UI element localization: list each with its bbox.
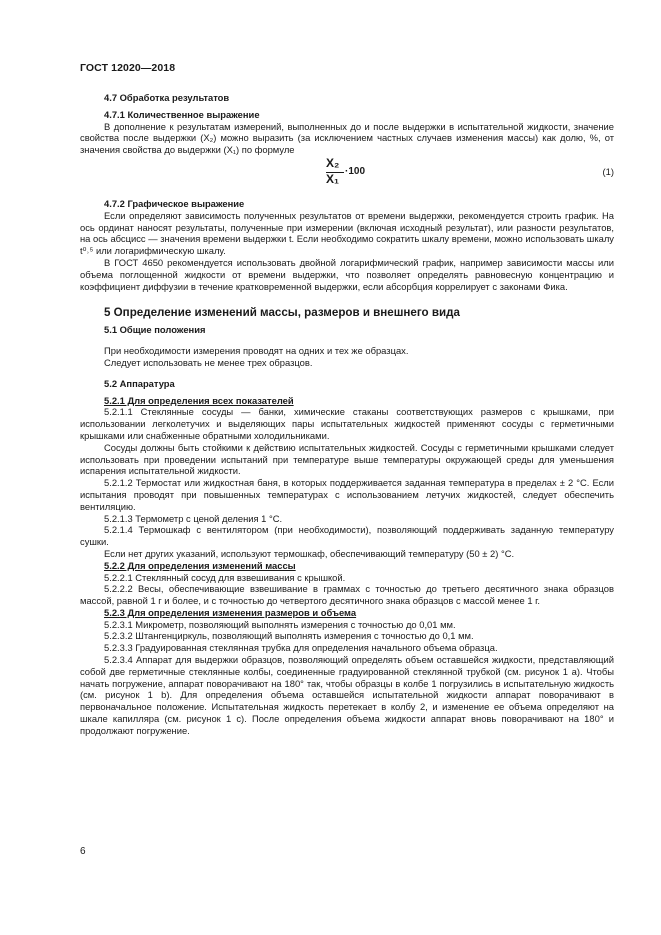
section-5-1-title: 5.1 Общие положения (104, 324, 206, 336)
paragraph-4-7-1: В дополнение к результатам измерений, выполненных до и после выдержки в испытательной жидкости, значение свойства после выдержки (X₂) можно выразить (за исключением частных случаев изменения массы) как долю, %, от значения свойства до выдержки (X₁) по формуле (80, 120, 614, 156)
item-5-2-1-1: 5.2.1.1 Стеклянные сосуды — банки, химические стаканы соответствующих размеров с крышками, при использовании легколетучих и выделяющих пары испытательных жидкостей применяют сосуды с герметичными крышками или снабженные обратными холодильниками. (80, 406, 614, 441)
item-5-2-1-2: 5.2.1.2 Термостат или жидкостная баня, в которых поддерживается заданная температура в пределах ± 2 °C. Если испытания проводят при повышенных температурах с использованием летучих жидкостей, следует обеспечить вентиляцию. (80, 477, 614, 512)
item-5-2-1-1-cont: Сосуды должны быть стойкими к действию испытательных жидкостей. Сосуды с герметичными крышками следует использовать при проведении испытаний при температуре выше температуры окружающей среды для уменьшения испарения испытательной жидкости. (80, 441, 614, 477)
section-5-2-title: 5.2 Аппаратура (104, 377, 175, 389)
section-5-2-2-title: 5.2.2 Для определения изменений массы (104, 559, 296, 571)
section-4-7-1-title: 4.7.1 Количественное выражение (104, 108, 260, 120)
section-4-7-2-title: 4.7.2 Графическое выражение (104, 197, 245, 209)
item-5-2-3-2: 5.2.3.2 Штангенциркуль, позволяющий выполнять измерения с точностью до 0,1 мм. (104, 630, 474, 642)
formula-fraction (326, 155, 366, 192)
section-5-2-3-title: 5.2.3 Для определения изменения размеров и объема (104, 606, 357, 618)
formula-multiplier: ·100 (345, 165, 366, 177)
item-5-2-3-4: 5.2.3.4 Аппарат для выдержки образцов, позволяющий определять объем оставшейся жидкости, представляющий собой две герметичные стеклянные колбы, соединенные градуированной стеклянной трубкой (см. рисунок 1 а). Чтобы начать погружение, аппарат поворачивают на 180° так, чтобы образцы в колбе 1 погрузились в испытательную жидкость (см. рисунок 1 b). Для определения объема оставшейся испытательной жидкости аппарат поворачивают в первоначальное положение. Испытательная жидкость перетекает в колбу 2, и изменение ее объема определяют на шкале капилляра (см. рисунок 1 c). После определения объема жидкости аппарат вновь поворачивают на 180° и продолжают погружение. (80, 654, 614, 736)
item-5-2-3-1: 5.2.3.1 Микрометр, позволяющий выполнять измерения с точностью до 0,01 мм. (104, 618, 456, 630)
paragraph-5-1-a: При необходимости измерения проводят на одних и тех же образцах. (104, 345, 409, 357)
formula-1 (80, 155, 614, 194)
page-number: 6 (80, 846, 86, 857)
equation-number: (1) (602, 165, 614, 177)
section-4-7-title: 4.7 Обработка результатов (104, 92, 230, 103)
item-5-2-2-1: 5.2.2.1 Стеклянный сосуд для взвешивания с крышкой. (104, 571, 346, 583)
page-content (80, 92, 614, 737)
section-5-title: 5 Определение изменений массы, размеров и внешнего вида (104, 306, 460, 320)
item-5-2-3-3: 5.2.3.3 Градуированная стеклянная трубка для определения начального объема образца. (104, 642, 498, 654)
item-5-2-2-2: 5.2.2.2 Весы, обеспечивающие взвешивание в граммах с точностью до третьего десятичного знака образцов массой, равной 1 г и более, и с точностью до четвертого десятичного знака образцов с массой менее 1 г. (80, 583, 614, 607)
standard-header: ГОСТ 12020—2018 (80, 62, 176, 74)
paragraph-4-7-2: Если определяют зависимость полученных результатов от времени выдержки, рекомендуется строить график. На ось ординат наносят результаты, полученные при измерении (включая исходный результат), или разности результатов, на ось абсцисс — значения времени выдержки t. Если необходимо сократить шкалу времени, можно использовать шкалу t⁰˒⁵ или логарифмическую шкалу. (80, 209, 614, 257)
item-5-2-1-3: 5.2.1.3 Термометр с ценой деления 1 °C. (104, 512, 283, 524)
paragraph-5-1-b: Следует использовать не менее трех образцов. (104, 356, 313, 368)
section-5-2-1-title: 5.2.1 Для определения всех показателей (104, 394, 294, 406)
paragraph-4-7-2-gost: В ГОСТ 4650 рекомендуется использовать двойной логарифмический график, например зависимости массы или объема поглощенной жидкости от времени выдержки, что позволяет определять равновесную концентрацию и коэффициент диффузии в течение кратковременной выдержки, если абсорбция коррелирует с законами Фика. (80, 256, 614, 292)
formula-denominator: X₁ (326, 171, 339, 186)
item-5-2-1-4-cont: Если нет других указаний, используют термошкаф, обеспечивающий температуру (50 ± 2) °C. (104, 547, 515, 559)
item-5-2-1-4: 5.2.1.4 Термошкаф с вентилятором (при необходимости), позволяющий поддерживать заданную температуру сушки. (80, 524, 614, 548)
formula-numerator: X₂ (326, 155, 340, 170)
